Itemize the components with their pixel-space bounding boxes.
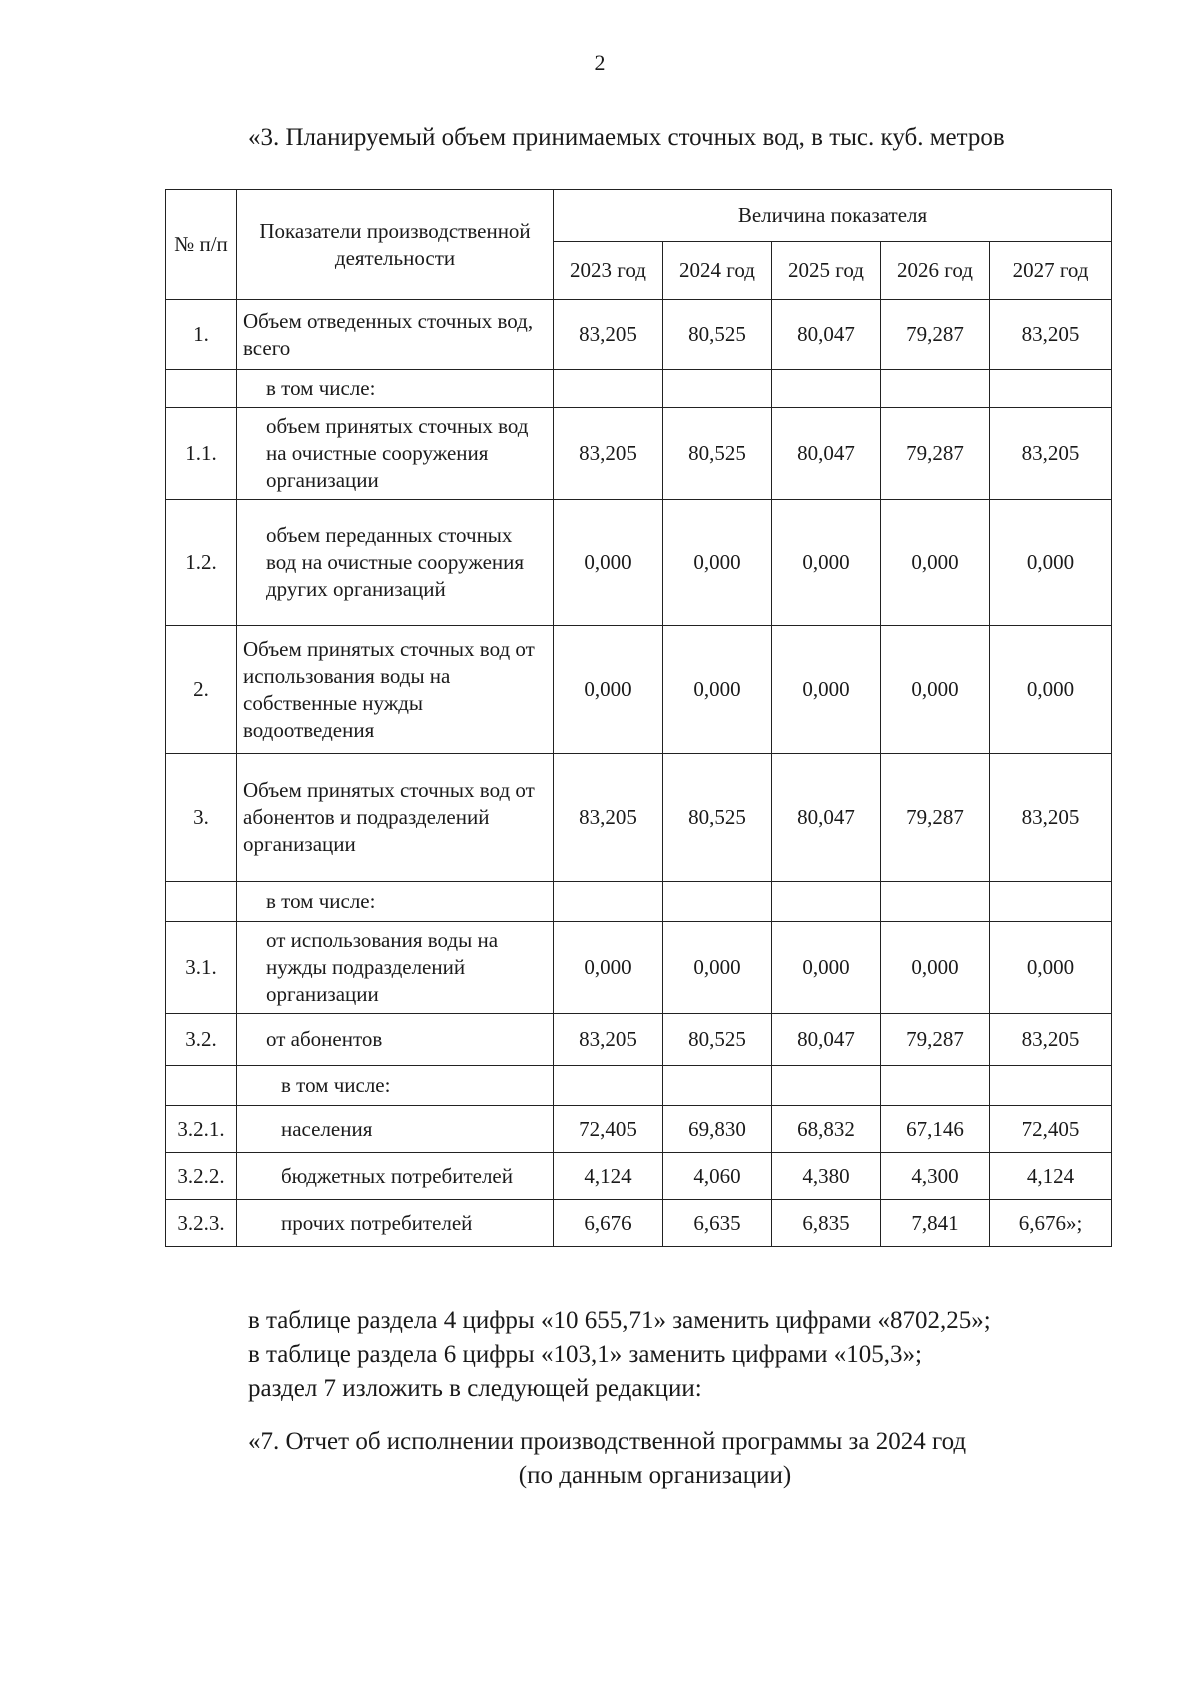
row-number: 1.2.	[166, 500, 237, 626]
row-value: 0,000	[990, 922, 1112, 1014]
row-value: 0,000	[990, 500, 1112, 626]
row-value: 0,000	[990, 626, 1112, 754]
row-value	[772, 370, 881, 408]
row-number: 1.1.	[166, 408, 237, 500]
row-value: 0,000	[772, 500, 881, 626]
row-number: 3.2.	[166, 1014, 237, 1066]
row-value: 83,205	[990, 408, 1112, 500]
row-number: 3.	[166, 754, 237, 882]
row-value: 67,146	[881, 1106, 990, 1153]
table-row	[166, 500, 1112, 626]
row-value: 83,205	[554, 300, 663, 370]
row-value: 83,205	[554, 754, 663, 882]
row-indicator: объем переданных сточных вод на очистные сооружения других организаций	[237, 500, 554, 626]
row-value: 0,000	[881, 922, 990, 1014]
section7-subtitle: (по данным организации)	[518, 1462, 792, 1489]
row-value: 80,047	[772, 408, 881, 500]
table-row	[166, 1153, 1112, 1200]
header-year: 2025 год	[772, 242, 881, 300]
row-indicator: Объем принятых сточных вод от использования воды на собственные нужды водоотведения	[237, 626, 554, 754]
row-value: 7,841	[881, 1200, 990, 1247]
row-value: 80,525	[663, 408, 772, 500]
row-value: 83,205	[554, 408, 663, 500]
row-indicator: от использования воды на нужды подразделений организации	[237, 922, 554, 1014]
row-value: 6,676	[554, 1200, 663, 1247]
row-indicator: бюджетных потребителей	[237, 1153, 554, 1200]
row-indicator: в том числе:	[237, 1066, 554, 1106]
row-value: 6,676»;	[990, 1200, 1112, 1247]
page-number: 2	[594, 50, 606, 75]
row-value: 4,380	[772, 1153, 881, 1200]
row-value	[663, 1066, 772, 1106]
table-row	[166, 408, 1112, 500]
row-value: 80,047	[772, 300, 881, 370]
row-indicator: населения	[237, 1106, 554, 1153]
row-indicator: от абонентов	[237, 1014, 554, 1066]
row-value: 0,000	[554, 500, 663, 626]
row-value: 0,000	[772, 626, 881, 754]
table-row	[166, 882, 1112, 922]
row-value: 72,405	[990, 1106, 1112, 1153]
row-value: 68,832	[772, 1106, 881, 1153]
row-number: 1.	[166, 300, 237, 370]
table-row	[166, 300, 1112, 370]
table-row	[166, 370, 1112, 408]
table-row	[166, 754, 1112, 882]
row-value: 0,000	[554, 922, 663, 1014]
row-indicator: прочих потребителей	[237, 1200, 554, 1247]
amendment-line: в таблице раздела 4 цифры «10 655,71» заменить цифрами «8702,25»;	[248, 1307, 991, 1334]
row-number	[166, 882, 237, 922]
row-value	[881, 882, 990, 922]
header-indicator: Показатели производственной деятельности	[237, 190, 554, 300]
row-indicator: объем принятых сточных вод на очистные сооружения организации	[237, 408, 554, 500]
row-value: 80,525	[663, 1014, 772, 1066]
row-value	[554, 882, 663, 922]
section7-title: «7. Отчет об исполнении производственной программы за 2024 год	[248, 1428, 967, 1455]
row-value: 80,047	[772, 1014, 881, 1066]
row-indicator: в том числе:	[237, 370, 554, 408]
row-value: 80,047	[772, 754, 881, 882]
header-value-group: Величина показателя	[554, 190, 1112, 242]
row-value	[663, 370, 772, 408]
row-value	[554, 370, 663, 408]
row-value: 69,830	[663, 1106, 772, 1153]
header-year: 2024 год	[663, 242, 772, 300]
row-value	[881, 1066, 990, 1106]
row-value	[772, 1066, 881, 1106]
row-value	[881, 370, 990, 408]
row-value	[554, 1066, 663, 1106]
row-number	[166, 1066, 237, 1106]
row-value: 79,287	[881, 408, 990, 500]
row-value: 4,300	[881, 1153, 990, 1200]
section-title: «3. Планируемый объем принимаемых сточных вод, в тыс. куб. метров	[248, 124, 1005, 151]
header-year: 2023 год	[554, 242, 663, 300]
row-value: 0,000	[881, 626, 990, 754]
row-value: 4,124	[554, 1153, 663, 1200]
row-value: 0,000	[663, 626, 772, 754]
row-value: 0,000	[554, 626, 663, 754]
row-value	[663, 882, 772, 922]
header-num: № п/п	[166, 190, 237, 300]
table-body	[166, 300, 1112, 1247]
row-value: 6,835	[772, 1200, 881, 1247]
row-value: 83,205	[990, 300, 1112, 370]
row-value: 4,060	[663, 1153, 772, 1200]
row-number: 2.	[166, 626, 237, 754]
row-number	[166, 370, 237, 408]
wastewater-table	[165, 189, 1112, 1247]
amendment-line: в таблице раздела 6 цифры «103,1» заменить цифрами «105,3»;	[248, 1341, 922, 1368]
amendment-text	[248, 1304, 991, 1406]
row-indicator: в том числе:	[237, 882, 554, 922]
table-row	[166, 922, 1112, 1014]
row-number: 3.2.3.	[166, 1200, 237, 1247]
table-row	[166, 1200, 1112, 1247]
amendment-line: раздел 7 изложить в следующей редакции:	[248, 1375, 702, 1402]
row-number: 3.2.1.	[166, 1106, 237, 1153]
table-row	[166, 1106, 1112, 1153]
row-number: 3.1.	[166, 922, 237, 1014]
row-value: 4,124	[990, 1153, 1112, 1200]
row-indicator: Объем принятых сточных вод от абонентов и подразделений организации	[237, 754, 554, 882]
row-value: 72,405	[554, 1106, 663, 1153]
row-value: 83,205	[990, 754, 1112, 882]
table-row	[166, 1066, 1112, 1106]
row-value: 79,287	[881, 754, 990, 882]
table-row	[166, 626, 1112, 754]
row-value: 80,525	[663, 300, 772, 370]
row-value	[772, 882, 881, 922]
row-value: 83,205	[554, 1014, 663, 1066]
row-value: 79,287	[881, 300, 990, 370]
row-value: 0,000	[663, 922, 772, 1014]
row-value: 0,000	[772, 922, 881, 1014]
row-value: 79,287	[881, 1014, 990, 1066]
row-value: 83,205	[990, 1014, 1112, 1066]
row-indicator: Объем отведенных сточных вод, всего	[237, 300, 554, 370]
row-value	[990, 882, 1112, 922]
row-value: 80,525	[663, 754, 772, 882]
table-row	[166, 1014, 1112, 1066]
header-year: 2027 год	[990, 242, 1112, 300]
row-number: 3.2.2.	[166, 1153, 237, 1200]
row-value: 0,000	[663, 500, 772, 626]
row-value: 0,000	[881, 500, 990, 626]
row-value: 6,635	[663, 1200, 772, 1247]
row-value	[990, 370, 1112, 408]
row-value	[990, 1066, 1112, 1106]
header-year: 2026 год	[881, 242, 990, 300]
